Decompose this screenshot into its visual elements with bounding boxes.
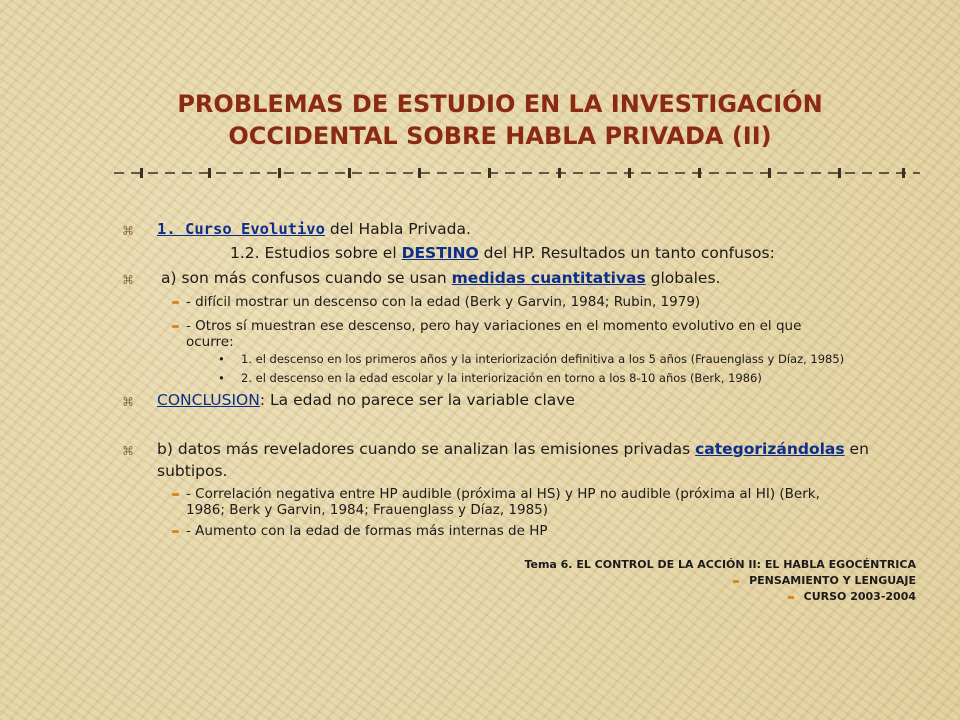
item1-sub-post: del HP. Resultados un tanto confusos:: [478, 244, 775, 262]
dash-bullet-icon: [733, 580, 739, 583]
footer-line-2: [733, 574, 916, 587]
star-bullet-icon: ⌘: [122, 444, 134, 458]
footer-line-3: [788, 590, 916, 603]
a-subsub-2: 2. el descenso en la edad escolar y la interiorización en torno a los 8-10 años (Berk, 1986): [241, 371, 762, 385]
conclusion-text: : La edad no parece ser la variable clave: [259, 391, 575, 409]
categorizandolas-link[interactable]: categorizándolas: [695, 440, 845, 458]
dot-bullet-icon: •: [218, 352, 225, 366]
star-bullet-icon: ⌘: [122, 395, 134, 409]
dash-bullet-icon: [172, 493, 179, 496]
destino-link[interactable]: DESTINO: [401, 244, 479, 262]
curso-evolutivo-link[interactable]: 1. Curso Evolutivo: [157, 220, 325, 238]
star-bullet-icon: ⌘: [122, 273, 134, 287]
star-bullet-icon: ⌘: [122, 224, 134, 238]
medidas-cuantitativas-link[interactable]: medidas cuantitativas: [451, 269, 646, 287]
b-sub-1: - Correlación negativa entre HP audible (próxima al HS) y HP no audible (próxima al HI) (Berk,: [186, 486, 820, 502]
b-sub-1-cont: 1986; Berk y Garvin, 1984; Frauenglass y Díaz, 1985): [186, 502, 549, 518]
item-b-pre: b) datos más reveladores cuando se analizan las emisiones privadas: [157, 440, 696, 458]
a-sub-2-cont: ocurre:: [186, 334, 234, 350]
item1-text: del Habla Privada.: [324, 220, 471, 238]
list-item: [230, 242, 775, 264]
dot-bullet-icon: •: [218, 371, 225, 385]
item-b-line2: subtipos.: [157, 462, 228, 480]
footer-line-1: Tema 6. EL CONTROL DE LA ACCIÓN II: EL HABLA EGOCÉNTRICA: [524, 558, 916, 571]
item-a-pre: a) son más confusos cuando se usan: [161, 269, 452, 287]
footer-line-2-text: PENSAMIENTO Y LENGUAJE: [749, 574, 916, 587]
dash-bullet-icon: [172, 325, 179, 328]
title-line-1: PROBLEMAS DE ESTUDIO EN LA INVESTIGACIÓN: [177, 90, 823, 118]
slide-title: [120, 88, 880, 152]
a-subsub-1: 1. el descenso en los primeros años y la interiorización definitiva a los 5 años (Frauenglass y Díaz, 1985): [241, 352, 845, 366]
footer-line-3-text: CURSO 2003-2004: [803, 590, 916, 603]
dash-bullet-icon: [788, 596, 794, 599]
stitched-divider-icon: [112, 162, 922, 184]
conclusion-link[interactable]: CONCLUSION: [157, 391, 260, 409]
title-line-2: OCCIDENTAL SOBRE HABLA PRIVADA (II): [228, 122, 772, 150]
dash-bullet-icon: [172, 530, 179, 533]
dash-bullet-icon: [172, 301, 179, 304]
a-sub-2: - Otros sí muestran ese descenso, pero hay variaciones en el momento evolutivo en el que: [186, 318, 802, 334]
item-b-post: en: [844, 440, 869, 458]
b-sub-2: - Aumento con la edad de formas más internas de HP: [186, 523, 548, 539]
a-sub-1: - difícil mostrar un descenso con la edad (Berk y Garvin, 1984; Rubin, 1979): [186, 294, 701, 310]
item1-sub-pre: 1.2. Estudios sobre el: [230, 244, 402, 262]
item-a-post: globales.: [645, 269, 721, 287]
